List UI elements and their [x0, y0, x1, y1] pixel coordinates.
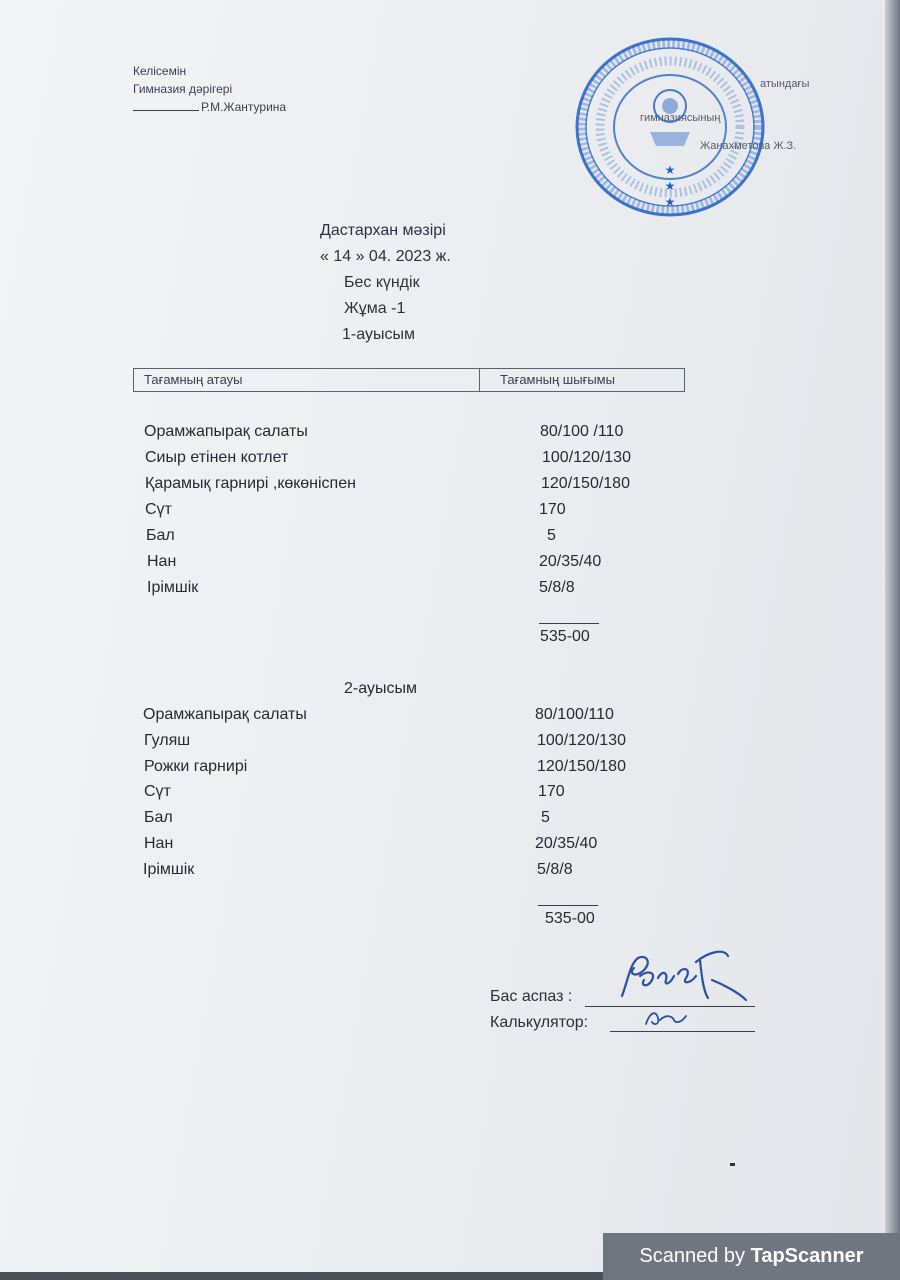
list-item: Гуляш — [144, 732, 191, 749]
list-item: Сүт — [144, 783, 171, 800]
shift-2-total: 535-00 — [545, 910, 595, 927]
table-header-dish-name: Тағамның атауы — [134, 369, 480, 391]
menu-title-block — [320, 218, 451, 348]
shift-1-total: 535-00 — [540, 628, 590, 645]
scanner-prefix: Scanned by — [639, 1245, 746, 1267]
list-item: Сүт — [145, 501, 172, 518]
list-item: Сиыр етінен котлет — [145, 449, 289, 466]
table-header — [133, 368, 685, 392]
doctor-name: Р.М.Жантурина — [201, 100, 287, 114]
menu-date: « 14 » 04. 2023 ж. — [320, 248, 451, 265]
list-item-portion: 20/35/40 — [539, 553, 602, 570]
total-divider — [538, 905, 598, 906]
list-item: Нан — [144, 835, 174, 852]
list-item: Бал — [144, 809, 173, 826]
list-item: Ірімшік — [147, 579, 199, 596]
list-item-portion: 80/100 /110 — [540, 423, 624, 440]
list-item-portion: 80/100/110 — [535, 706, 614, 723]
list-item-portion: 100/120/130 — [537, 732, 626, 749]
total-divider — [539, 623, 599, 624]
list-item-portion: 20/35/40 — [535, 835, 598, 852]
list-item: Орамжапырақ салаты — [144, 423, 308, 440]
chef-label: Бас аспаз : — [490, 988, 573, 1005]
calculator-label: Калькулятор: — [490, 1014, 589, 1031]
official-seal-stamp — [572, 34, 768, 220]
stamp-area-text-3: Жанахметова Ж.З. — [700, 140, 797, 152]
menu-shift-1-title: 1-ауысым — [342, 326, 415, 343]
list-item: Нан — [147, 553, 177, 570]
list-item: Қарамық гарнирі ,көкөніспен — [145, 475, 356, 492]
calculator-signature — [640, 1004, 690, 1030]
paper-speck — [730, 1163, 735, 1166]
menu-title: Дастархан мәзірі — [320, 222, 446, 239]
page-edge-shadow — [885, 0, 900, 1272]
stamp-area-text-1: атындағы — [760, 78, 810, 90]
chef-signature — [600, 940, 750, 1010]
menu-week: Жұма -1 — [344, 300, 406, 317]
list-item-portion: 5 — [547, 527, 556, 544]
approval-line-3 — [133, 98, 286, 116]
menu-days: Бес күндік — [344, 274, 420, 291]
list-item-portion: 5 — [541, 809, 550, 826]
list-item-portion: 170 — [539, 501, 566, 518]
list-item-portion: 5/8/8 — [537, 861, 573, 878]
list-item: Бал — [146, 527, 175, 544]
list-item: Рожки гарнирі — [144, 758, 248, 775]
list-item-portion: 5/8/8 — [539, 579, 575, 596]
list-item-portion: 120/150/180 — [537, 758, 626, 775]
list-item-portion: 120/150/180 — [541, 475, 630, 492]
stamp-area-text-2: гимназиясының — [640, 112, 721, 124]
list-item: Орамжапырақ салаты — [143, 706, 307, 723]
calculator-signature-line — [610, 1031, 755, 1032]
svg-text:★: ★ — [664, 179, 676, 193]
list-item: Ірімшік — [143, 861, 195, 878]
table-header-portion: Тағамның шығымы — [500, 372, 615, 387]
shift-2-title: 2-ауысым — [344, 680, 417, 697]
scanner-watermark-badge — [603, 1233, 900, 1280]
approval-line-1: Келісемін — [133, 64, 187, 78]
svg-text:★: ★ — [664, 195, 676, 209]
scanner-brand: TapScanner — [750, 1245, 864, 1267]
approval-block — [133, 62, 286, 116]
svg-text:★: ★ — [664, 163, 676, 177]
list-item-portion: 170 — [538, 783, 565, 800]
approval-line-2: Гимназия дәрігері — [133, 82, 233, 96]
list-item-portion: 100/120/130 — [542, 449, 631, 466]
